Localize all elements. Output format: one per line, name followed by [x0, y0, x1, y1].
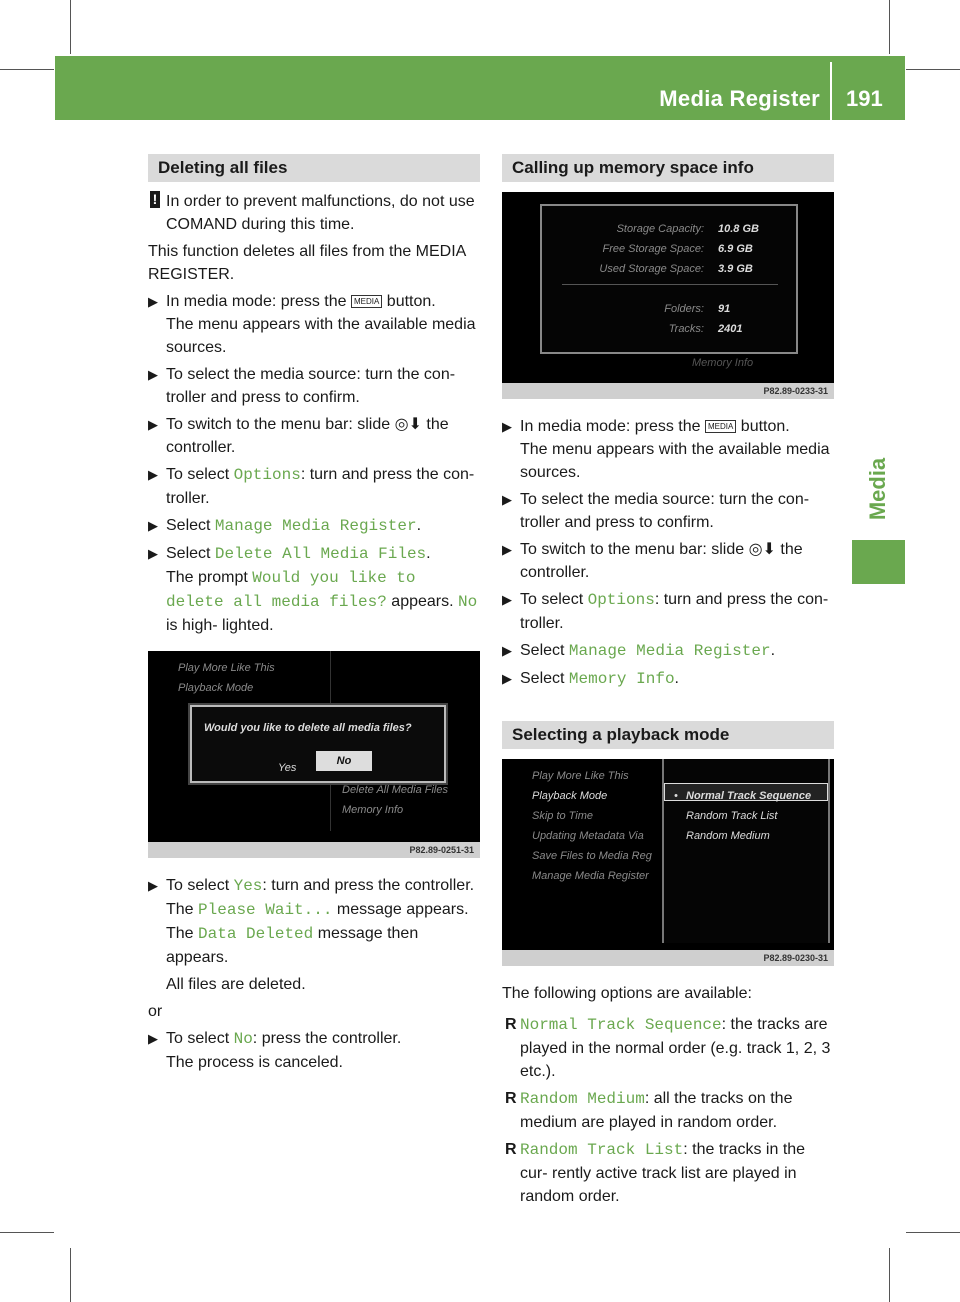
arrow-icon: ▶: [148, 467, 158, 482]
instruction-step: ▶ In media mode: press the MEDIA button. The menu appears with the available media sources.: [502, 415, 834, 484]
intro-text: This function deletes all files from the MEDIA REGISTER.: [148, 243, 466, 283]
crop-mark: [889, 1248, 890, 1302]
arrow-icon: ▶: [502, 671, 512, 686]
bullet-icon: R: [505, 1090, 517, 1107]
crop-mark: [906, 69, 960, 70]
screen-delete-dialog: Play More Like This Playback Mode Delete All Media Files Memory Info Would you like to delete all media files? Yes No P82.89-0251-31: [148, 651, 480, 858]
section-tab-label: Media: [865, 457, 891, 521]
right-column: [502, 154, 834, 1212]
options-intro: The following options are available:: [502, 985, 752, 1002]
arrow-icon: ▶: [502, 592, 512, 607]
instruction-step: ▶ To switch to the menu bar: slide ◎⬇ the controller.: [502, 538, 834, 584]
controller-slide-icon: ◎⬇: [394, 416, 422, 433]
instruction-step: ▶ To select the media source: turn the con- troller and press to confirm.: [148, 363, 480, 409]
warning-note: ! In order to prevent malfunctions, do not use COMAND during this time.: [148, 190, 480, 236]
arrow-icon: ▶: [148, 546, 158, 561]
media-button-icon: MEDIA: [705, 420, 736, 433]
media-button-icon: MEDIA: [351, 295, 382, 308]
screen-memory-info: Storage Capacity: 10.8 GB Free Storage Space: 6.9 GB Used Storage Space: 3.9 GB Folders: 91 Tracks: 2401 Memory Info P82.89-0233-31: [502, 192, 834, 399]
instruction-step: ▶ Select Memory Info.: [502, 667, 834, 691]
arrow-icon: ▶: [148, 878, 158, 893]
instruction-step: ▶ Select Manage Media Register.: [148, 514, 480, 538]
crop-mark: [889, 0, 890, 54]
section-heading: Calling up memory space info: [502, 154, 834, 182]
page-number: 191: [846, 86, 883, 111]
crop-mark: [0, 1232, 54, 1233]
arrow-icon: ▶: [502, 542, 512, 557]
no-option: No: [316, 751, 372, 771]
arrow-icon: ▶: [502, 643, 512, 658]
option-item: R Random Medium: all the tracks on the medium are played in random order.: [502, 1087, 834, 1134]
screen-playback-mode: Play More Like This Playback Mode Skip to Time Updating Metadata Via Save Files to Media Reg Manage Media Register Normal Track Sequence • Random Track List Random Medium P82.89-0230-31: [502, 759, 834, 966]
arrow-icon: ▶: [148, 294, 158, 309]
memory-info-box: Storage Capacity: 10.8 GB Free Storage Space: 6.9 GB Used Storage Space: 3.9 GB Folders: 91 Tracks: 2401: [540, 204, 798, 354]
crop-mark: [70, 1248, 71, 1302]
arrow-icon: ▶: [148, 417, 158, 432]
page-title: Media Register: [659, 86, 820, 111]
instruction-step: ▶ Select Manage Media Register.: [502, 639, 834, 663]
instruction-step: ▶ To select Options: turn and press the con- troller.: [148, 463, 480, 510]
arrow-icon: ▶: [148, 1031, 158, 1046]
header-divider: [830, 62, 832, 120]
instruction-step: ▶ To select Yes: turn and press the controller. The Please Wait... message appears. The Data Deleted message then appears. All files are deleted.: [148, 874, 480, 996]
section-tab: [852, 440, 905, 538]
bullet-icon: •: [674, 790, 678, 802]
yes-option: Yes: [278, 762, 297, 774]
dialog-box: Would you like to delete all media files? Yes No: [190, 705, 446, 783]
crop-mark: [0, 69, 54, 70]
instruction-step: ▶ In media mode: press the MEDIA button. The menu appears with the available media sources.: [148, 290, 480, 359]
instruction-step: ▶ To select No: press the controller. The process is canceled.: [148, 1027, 480, 1074]
instruction-step: ▶ Select Delete All Media Files. The prompt Would you like to delete all media files? appears. No is high- lighted.: [148, 542, 480, 637]
instruction-step: ▶ To select the media source: turn the con- troller and press to confirm.: [502, 488, 834, 534]
instruction-step: ▶ To switch to the menu bar: slide ◎⬇ the controller.: [148, 413, 480, 459]
section-heading: Deleting all files: [148, 154, 480, 182]
arrow-icon: ▶: [148, 518, 158, 533]
arrow-icon: ▶: [148, 367, 158, 382]
option-item: R Normal Track Sequence: the tracks are played in the normal order (e.g. track 1, 2, 3 etc.).: [502, 1013, 834, 1083]
arrow-icon: ▶: [502, 419, 512, 434]
crop-mark: [70, 0, 71, 54]
section-heading: Selecting a playback mode: [502, 721, 834, 749]
instruction-step: ▶ To select Options: turn and press the con- troller.: [502, 588, 834, 635]
controller-slide-icon: ◎⬇: [748, 541, 776, 558]
warning-icon: !: [150, 191, 160, 208]
option-item: R Random Track List: the tracks in the cur- rently active track list are played in random order.: [502, 1138, 834, 1208]
or-text: or: [148, 1003, 163, 1020]
arrow-icon: ▶: [502, 492, 512, 507]
section-marker: [852, 540, 905, 584]
bullet-icon: R: [505, 1141, 517, 1158]
left-column: [148, 154, 480, 1078]
bullet-icon: R: [505, 1016, 517, 1033]
crop-mark: [906, 1232, 960, 1233]
